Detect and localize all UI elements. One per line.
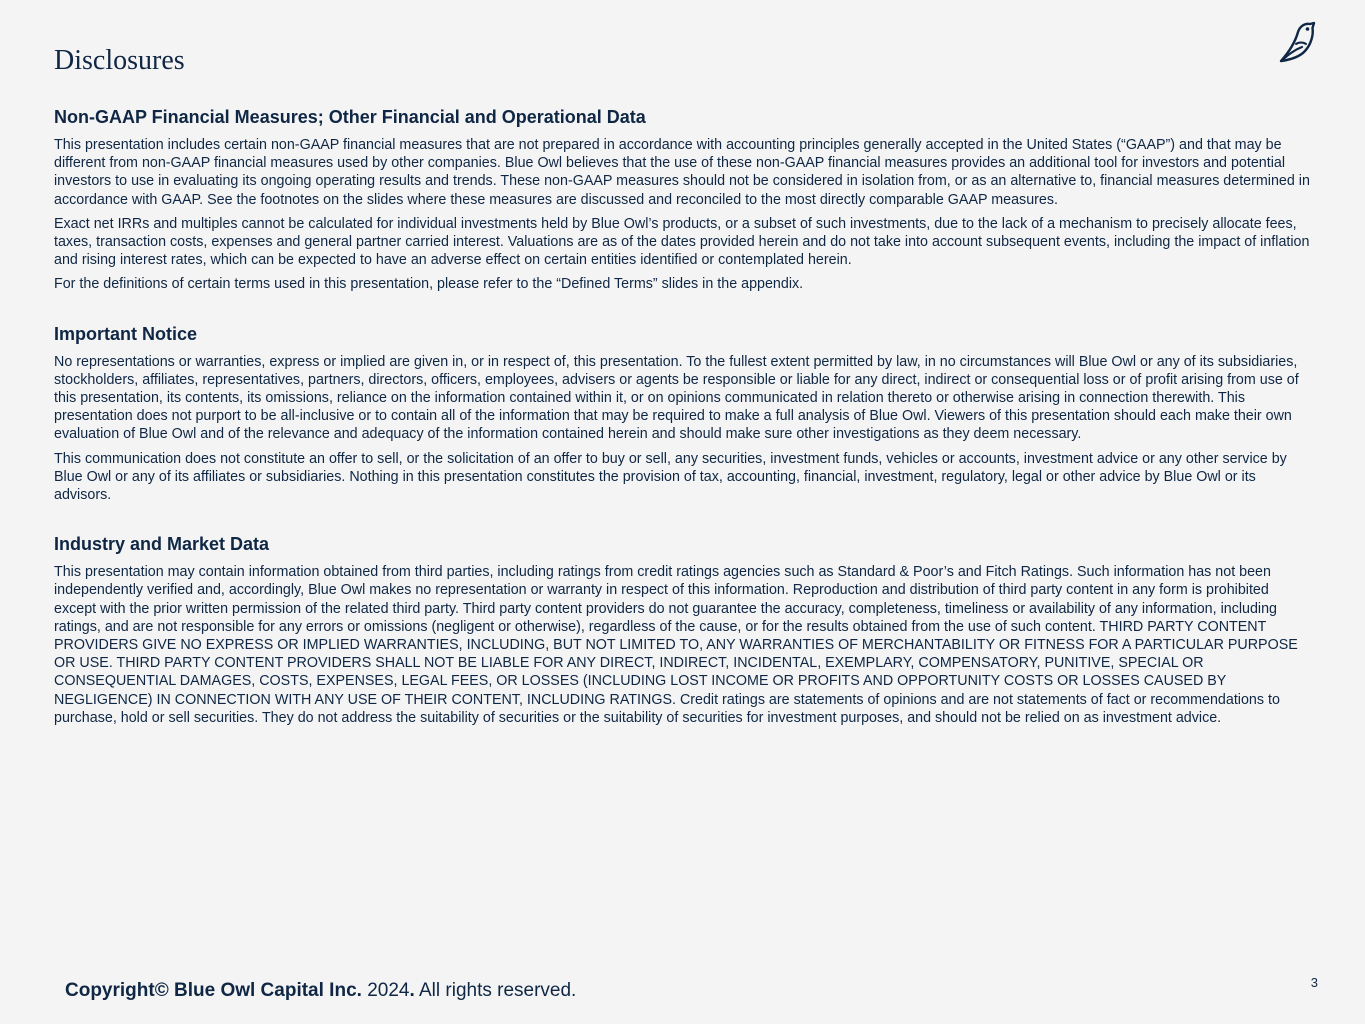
paragraph: No representations or warranties, express or implied are given in, or in respect of, this presentation. To the fullest extent permitted by law, in no circumstances will Blue Owl or any of its subsidiaries, stockholders, affiliates, representatives, partners, directors, officers, employees, advisers or agents be responsible or liable for any direct, indirect or consequential loss or of profit arising from use of this presentation, its contents, its omissions, reliance on the information contained within it, or on opinions communicated in relation thereto or otherwise arising in connection therewith. This presentation does not purport to be all-inclusive or to contain all of the information that may be required to make a full analysis of Blue Owl. Viewers of this presentation should each make their own evaluation of Blue Owl and of the relevance and adequacy of the information contained herein and should make sure other investigations as they deem necessary. (54, 353, 1299, 443)
paragraph: This presentation may contain information obtained from third parties, including ratings from credit ratings agencies such as Standard & Poor’s and Fitch Ratings. Such information has not been independently verified and, accordingly, Blue Owl makes no representation or warranty in respect of this information. Reproduction and distribution of third party content in any form is prohibited except with the prior written permission of the related third party. Third party content providers do not guarantee the accuracy, completeness, timeliness or availability of any information, including ratings, and are not responsible for any errors or omissions (negligent or otherwise), regardless of the cause, or for the results obtained from the use of such content. THIRD PARTY CONTENT PROVIDERS GIVE NO EXPRESS OR IMPLIED WARRANTIES, INCLUDING, BUT NOT LIMITED TO, ANY WARRANTIES OF MERCHANTABILITY OR FITNESS FOR A PARTICULAR PURPOSE OR USE. THIRD PARTY CONTENT PROVIDERS SHALL NOT BE LIABLE FOR ANY DIRECT, INDIRECT, INCIDENTAL, EXEMPLARY, COMPENSATORY, PUNITIVE, SPECIAL OR CONSEQUENTIAL DAMAGES, COSTS, EXPENSES, LEGAL FEES, OR LOSSES (INCLUDING LOST INCOME OR PROFITS AND OPPORTUNITY COSTS OR LOSSES CAUSED BY NEGLIGENCE) IN CONNECTION WITH ANY USE OF THEIR CONTENT, INCLUDING RATINGS. Credit ratings are statements of opinions and are not statements of fact or recommendations to purchase, hold or sell securities. They do not address the suitability of securities or the suitability of securities for investment purposes, and should not be relied on as investment advice. (54, 564, 1298, 726)
section-industry-market-data (54, 532, 1312, 727)
section-important-notice (54, 322, 1312, 505)
disclosures-content (54, 105, 1312, 733)
copyright-period: . (409, 980, 415, 1001)
copyright-rights: All rights reserved. (419, 980, 577, 1001)
page-title: Disclosures (54, 45, 185, 76)
section-heading: Non-GAAP Financial Measures; Other Financial and Operational Data (54, 107, 646, 127)
copyright-year: 2024 (367, 980, 410, 1001)
page-number: 3 (1310, 975, 1318, 990)
paragraph: This communication does not constitute an offer to sell, or the solicitation of an offer to buy or sell, any securities, investment funds, vehicles or accounts, investment advice or any other service by Blue Owl or any of its affiliates or subsidiaries. Nothing in this presentation constitutes the provision of tax, accounting, financial, investment, regulatory, legal or other advice by Blue Owl or its advisors. (54, 450, 1287, 504)
paragraph: For the definitions of certain terms used in this presentation, please refer to the “Defined Terms” slides in the appendix. (54, 276, 804, 293)
section-non-gaap (54, 105, 1312, 294)
copyright-footer (65, 979, 576, 1003)
section-heading: Important Notice (54, 323, 198, 344)
owl-logo-icon (1276, 20, 1318, 64)
paragraph: Exact net IRRs and multiples cannot be calculated for individual investments held by Blue Owl’s products, or a subset of such investments, due to the lack of a mechanism to precisely allocate fees, taxes, transaction costs, expenses and general partner carried interest. Valuations are as of the dates provided herein and do not take into account subsequent events, including the impact of inflation and rising interest rates, which can be expected to have an adverse effect on certain entities identified or contemplated herein. (54, 215, 1310, 269)
section-heading: Industry and Market Data (54, 534, 270, 555)
paragraph: This presentation includes certain non-GAAP financial measures that are not prepared in accordance with accounting principles generally accepted in the United States (“GAAP”) and that may be different from non-GAAP financial measures used by other companies. Blue Owl believes that the use of these non-GAAP financial measures provides an additional tool for investors and potential investors to use in evaluating its ongoing operating results and trends. These non-GAAP measures should not be considered in isolation from, or as an alternative to, financial measures determined in accordance with GAAP. See the footnotes on the slides where these measures are discussed and reconciled to the most directly comparable GAAP measures. (54, 137, 1310, 208)
copyright-holder: Copyright© Blue Owl Capital Inc. (65, 980, 362, 1001)
